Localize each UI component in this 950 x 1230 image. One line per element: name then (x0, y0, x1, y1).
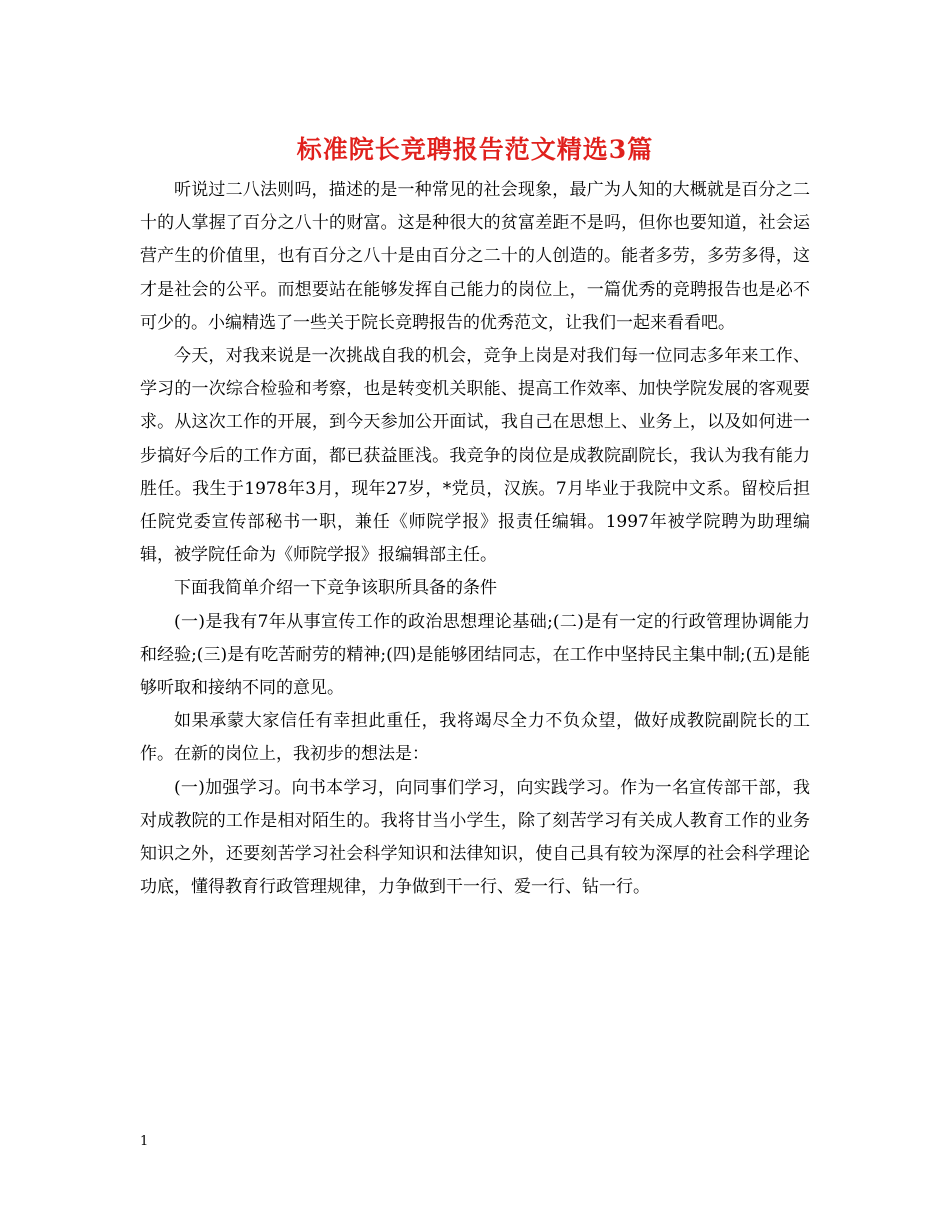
paragraph-conditions-heading: 下面我简单介绍一下竞争该职所具备的条件 (174, 578, 497, 599)
paragraph-plan-study: (一)加强学习。向书本学习，向同事们学习，向实践学习。作为一名宣传部干部，我对成教院的工作是相对陌生的。我将甘当小学生，除了刻苦学习有关成人教育工作的业务知识之外，还要刻苦学习社会科学知识和法律知识，使自己具有较为深厚的社会科学理论功底，懂得教育行政管理规律，力争做到干一行、爱一行、钻一行。 (140, 777, 810, 898)
paragraph-conditions-list: (一)是我有7年从事宣传工作的政治思想理论基础;(二)是有一定的行政管理协调能力和经验;(三)是有吃苦耐劳的精神;(四)是能够团结同志，在工作中坚持民主集中制;(五)是能够听取和接纳不同的意见。 (140, 611, 810, 699)
paragraph-intro: 听说过二八法则吗，描述的是一种常见的社会现象，最广为人知的大概就是百分之二十的人掌握了百分之八十的财富。这是种很大的贫富差距不是吗，但你也要知道，社会运营产生的价值里，也有百分之八十是由百分之二十的人创造的。能者多劳，多劳多得，这才是社会的公平。而想要站在能够发挥自己能力的岗位上，一篇优秀的竞聘报告也是必不可少的。小编精选了一些关于院长竞聘报告的优秀范文，让我们一起来看看吧。 (140, 180, 810, 333)
document-title: 标准院长竞聘报告范文精选3篇 (296, 135, 654, 164)
page-number: 1 (140, 1134, 149, 1149)
paragraph-commitment: 如果承蒙大家信任有幸担此重任，我将竭尽全力不负众望，做好成教院副院长的工作。在新的岗位上，我初步的想法是： (140, 711, 810, 765)
paragraph-self-introduction: 今天，对我来说是一次挑战自我的机会，竞争上岗是对我们每一位同志多年来工作、学习的一次综合检验和考察，也是转变机关职能、提高工作效率、加快学院发展的客观要求。从这次工作的开展，到今天参加公开面试，我自己在思想上、业务上，以及如何进一步搞好今后的工作方面，都已获益匪浅。我竞争的岗位是成教院副院长，我认为我有能力胜任。我生于1978年3月，现年27岁，*党员，汉族。7月毕业于我院中文系。留校后担任院党委宣传部秘书一职，兼任《师院学报》报责任编辑。1997年被学院聘为助理编辑，被学院任命为《师院学报》报编辑部主任。 (140, 346, 810, 566)
document-body (140, 174, 810, 904)
